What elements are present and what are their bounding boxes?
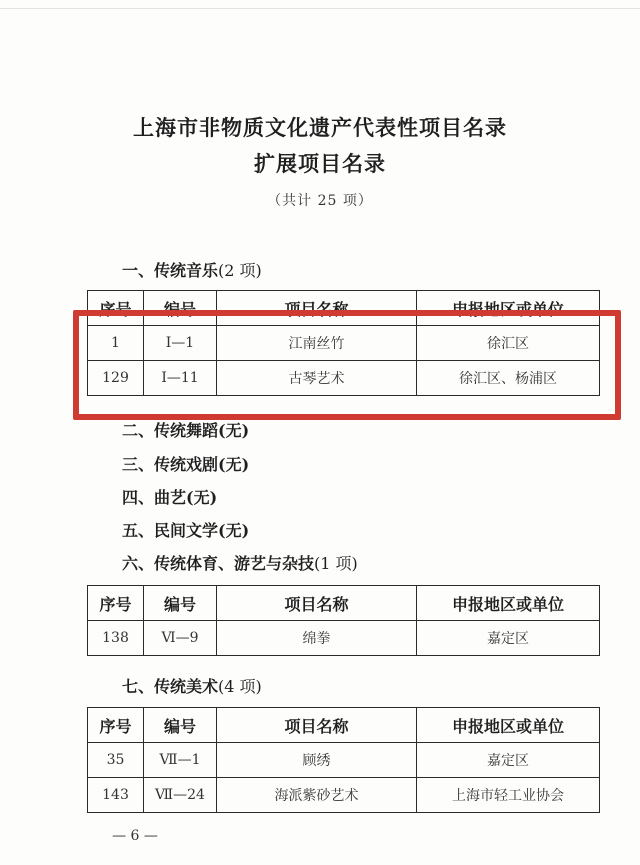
section-heading-sports (122, 551, 358, 574)
table-row (88, 621, 600, 656)
cell-region: 上海市轻工业协会 (417, 778, 600, 813)
section-count: (4 项) (218, 677, 262, 696)
header-region: 申报地区或单位 (417, 586, 600, 621)
cell-code: Ⅶ—1 (144, 743, 217, 778)
page-number: — 6 — (112, 828, 158, 844)
cell-code: Ⅶ—24 (144, 778, 217, 813)
cell-project-name: 绵拳 (217, 621, 417, 656)
top-rule (0, 8, 640, 9)
section-title: 七、传统美术 (122, 677, 219, 696)
header-serial: 序号 (88, 586, 144, 621)
section-heading-folk-literature: 五、民间文学(无) (122, 521, 250, 540)
table-header-row (88, 586, 600, 621)
cell-region: 徐汇区、杨浦区 (417, 361, 600, 396)
header-project-name: 项目名称 (217, 291, 417, 326)
section-heading-drama: 三、传统戏剧(无) (122, 455, 250, 474)
cell-region: 嘉定区 (417, 743, 600, 778)
cell-serial: 129 (88, 361, 144, 396)
cell-code: Ⅰ—11 (144, 361, 217, 396)
cell-serial: 35 (88, 743, 144, 778)
table-row (88, 743, 600, 778)
table-sports (87, 585, 600, 656)
table-fine-arts (87, 707, 600, 813)
header-code: 编号 (144, 586, 217, 621)
cell-project-name: 江南丝竹 (217, 326, 417, 361)
total-count: （共计 25 项） (267, 193, 373, 209)
table-row (88, 778, 600, 813)
cell-project-name: 海派紫砂艺术 (217, 778, 417, 813)
header-serial: 序号 (88, 291, 144, 326)
section-heading-dance: 二、传统舞蹈(无) (122, 421, 250, 440)
header-project-name: 项目名称 (217, 586, 417, 621)
section-count: (2 项) (218, 261, 262, 280)
table-header-row (88, 708, 600, 743)
cell-project-name: 古琴艺术 (217, 361, 417, 396)
cell-region: 徐汇区 (417, 326, 600, 361)
cell-region: 嘉定区 (417, 621, 600, 656)
section-heading-traditional-music (122, 258, 262, 281)
header-code: 编号 (144, 291, 217, 326)
cell-code: Ⅵ—9 (144, 621, 217, 656)
cell-code: Ⅰ—1 (144, 326, 217, 361)
cell-serial: 1 (88, 326, 144, 361)
cell-serial: 143 (88, 778, 144, 813)
header-region: 申报地区或单位 (417, 708, 600, 743)
header-serial: 序号 (88, 708, 144, 743)
document-subtitle: 扩展项目名录 (254, 151, 386, 176)
section-title: 一、传统音乐 (122, 261, 219, 280)
cell-project-name: 顾绣 (217, 743, 417, 778)
header-code: 编号 (144, 708, 217, 743)
document-title: 上海市非物质文化遗产代表性项目名录 (133, 115, 507, 140)
section-heading-quyi: 四、曲艺(无) (122, 488, 218, 507)
header-region: 申报地区或单位 (417, 291, 600, 326)
section-heading-fine-arts (122, 674, 262, 697)
highlight-box (73, 310, 621, 420)
header-project-name: 项目名称 (217, 708, 417, 743)
section-title: 六、传统体育、游艺与杂技 (122, 554, 315, 573)
section-count: (1 项) (314, 554, 358, 573)
cell-serial: 138 (88, 621, 144, 656)
